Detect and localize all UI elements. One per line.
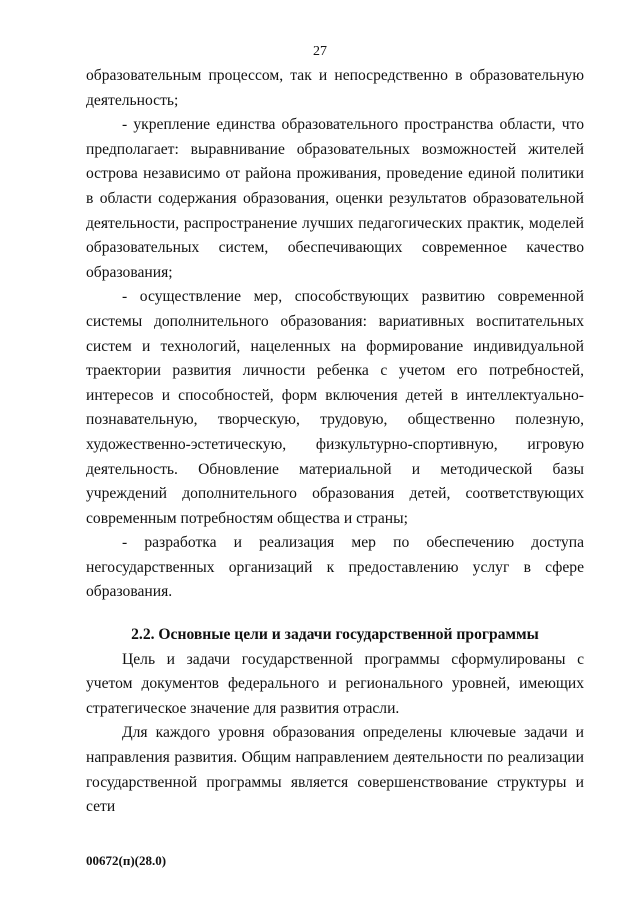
page-number: 27 — [313, 44, 327, 59]
section-heading: 2.2. Основные цели и задачи государственной программы — [131, 626, 539, 644]
paragraph-unity-of-education-space: - укрепление единства образовательного пространства области, что предполагает: выравнивание образовательных возможностей жителей острова независимо от района проживания, проведение единой политики в области содержания образования, оценки результатов образовательной деятельности, распространение лучших педагогических практик, моделей образовательных систем, обеспечивающих современное качество образования; — [86, 116, 584, 281]
paragraph-directions: Для каждого уровня образования определены ключевые задачи и направления развития. Общим направлением деятельности по реализации государственной программы является совершенствование структуры и сети — [86, 724, 584, 816]
section-spacer — [86, 605, 584, 623]
paragraph-non-state-organizations: - разработка и реализация мер по обеспечению доступа негосударственных организаций к предоставлению услуг в сфере образования. — [86, 534, 584, 601]
footer-document-code: 00672(п)(28.0) — [86, 853, 167, 868]
paragraph-continued: образовательным процессом, так и непосредственно в образовательную деятельность; — [86, 67, 584, 109]
paragraph-goals: Цель и задачи государственной программы сформулированы с учетом документов федерального и регионального уровней, имеющих стратегическое значение для развития отрасли. — [86, 650, 584, 717]
paragraph-additional-education: - осуществление мер, способствующих развитию современной системы дополнительного образования: вариативных воспитательных систем и технологий, нацеленных на формирование индивидуальной траектории развития личности ребенка с учетом его потребностей, интересов и способностей, форм включения детей в интеллектуально-познавательную, творческую, трудовую, общественно полезную, художественно-эстетическую, физкультурно-спортивную, игровую деятельность. Обновление материальной и методической базы учреждений дополнительного образования детей, соответствующих современным потребностям общества и страны; — [86, 288, 584, 527]
document-body — [86, 64, 584, 820]
